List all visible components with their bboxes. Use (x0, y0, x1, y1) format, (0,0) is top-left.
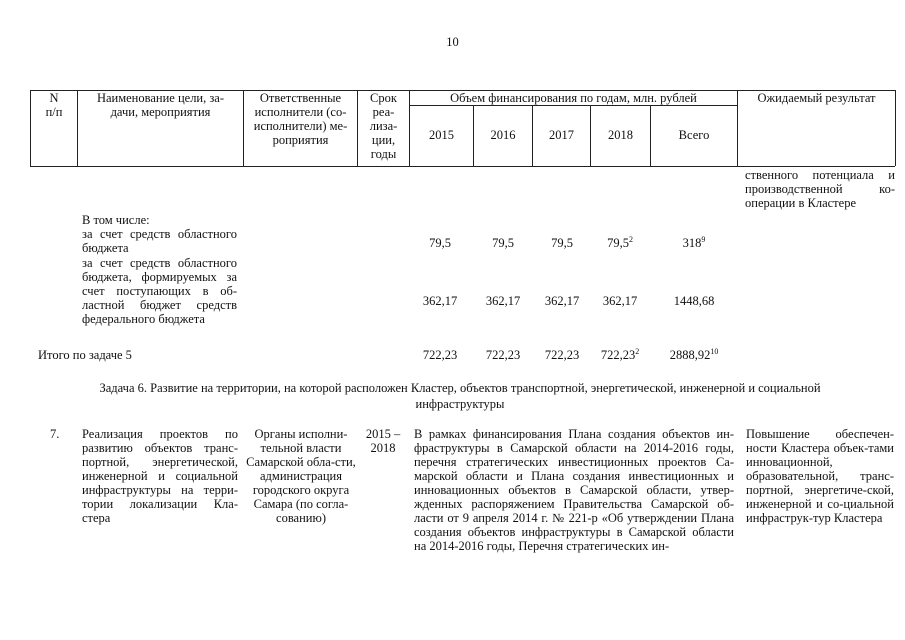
footnote-mark: 2 (628, 234, 633, 244)
including-label: В том числе: (82, 213, 150, 227)
col-border-10 (895, 90, 896, 166)
row-value-2018 (591, 236, 649, 250)
itogo-value-2015: 722,23 (422, 348, 458, 362)
item7-responsible: Органы исполни-тельной власти Самарской обла-сти, администрация городского округа Самара (по согла-сованию) (246, 427, 356, 525)
item7-term: 2015 – 2018 (365, 427, 401, 455)
value-text: 722,23 (600, 348, 636, 362)
header-responsible: Ответственные исполнители (со- исполнители) ме- роприятия (253, 91, 348, 147)
row-value-2016: 362,17 (485, 294, 521, 308)
page-number: 10 (446, 35, 459, 49)
continued-result-text: ственного потенциала и производственной ко-операции в Кластере (745, 168, 895, 210)
item7-result: Повышение обеспечен-ности Кластера объек-тами инновационной, образовательной, транс-портной, энергетиче-ской, инженерной и со-циальной инфраструк-тур Кластера (746, 427, 894, 525)
financing-subheader-border (409, 105, 737, 106)
row-value-2017: 362,17 (544, 294, 580, 308)
value-text: 79,5 (607, 236, 629, 250)
itogo-value-2018 (591, 348, 649, 362)
value-text: 318 (682, 236, 702, 250)
task6-heading: Задача 6. Развитие на территории, на которой расположен Кластер, объектов транспортной, энергетической, инженерной и социальной инфраструктуры (99, 381, 821, 411)
itogo-value-total (651, 348, 737, 362)
header-bottom-border (30, 166, 895, 167)
header-result: Ожидаемый результат (757, 91, 876, 105)
header-year-2017: 2017 (549, 128, 574, 142)
row-value-2016: 79,5 (492, 236, 514, 250)
header-name: Наименование цели, за- дачи, мероприятия (96, 91, 225, 119)
item7-name: Реализация проектов по развитию объектов транс-портной, энергетической, инженерной и социальной инфраструктуры на терри-тории локализации Кла-стера (82, 427, 238, 525)
header-term: Срок реа- лиза- ции, годы (369, 91, 398, 161)
footnote-mark: 9 (701, 234, 706, 244)
value-text: 2888,92 (669, 348, 711, 362)
header-year-2015: 2015 (429, 128, 454, 142)
row-value-total (651, 236, 737, 250)
row-label: за счет средств областного бюджета, формируемых за счет поступающих в об-ластной бюджет средств федерального бюджета (82, 256, 237, 326)
footnote-mark: 2 (635, 346, 640, 356)
header-year-2018: 2018 (608, 128, 633, 142)
itogo-value-2017: 722,23 (544, 348, 580, 362)
row-label: за счет средств областного бюджета (82, 227, 237, 255)
header-n: N п/п (45, 91, 63, 119)
row-value-2015: 362,17 (422, 294, 458, 308)
header-total: Всего (678, 128, 710, 142)
header-financing: Объем финансирования по годам, млн. рублей (450, 91, 697, 105)
itogo-label: Итого по задаче 5 (38, 348, 132, 362)
header-year-2016: 2016 (490, 128, 516, 142)
row-value-2018: 362,17 (602, 294, 638, 308)
row-value-2017: 79,5 (551, 236, 573, 250)
row-value-2015: 79,5 (429, 236, 451, 250)
footnote-mark: 10 (710, 346, 719, 356)
itogo-value-2016: 722,23 (485, 348, 521, 362)
row-value-total: 1448,68 (673, 294, 715, 308)
item7-number: 7. (50, 427, 60, 441)
item7-financing: В рамках финансирования Плана создания объектов ин-фраструктуры в Самарской области на 2014-2016 годы, перечня стратегических инвестиционных проектов Са-марской области и Плана создания инвестиционных и инновационных объектов в Самарской области, утвер-жденных распоряжением Правительства Самарской об-ласти от 9 апреля 2014 г. № 221-р «Об утверждении Плана создания объектов инфраструктуры в Самарской области на 2014-2016 годы, Перечня стратегических ин- (414, 427, 734, 553)
